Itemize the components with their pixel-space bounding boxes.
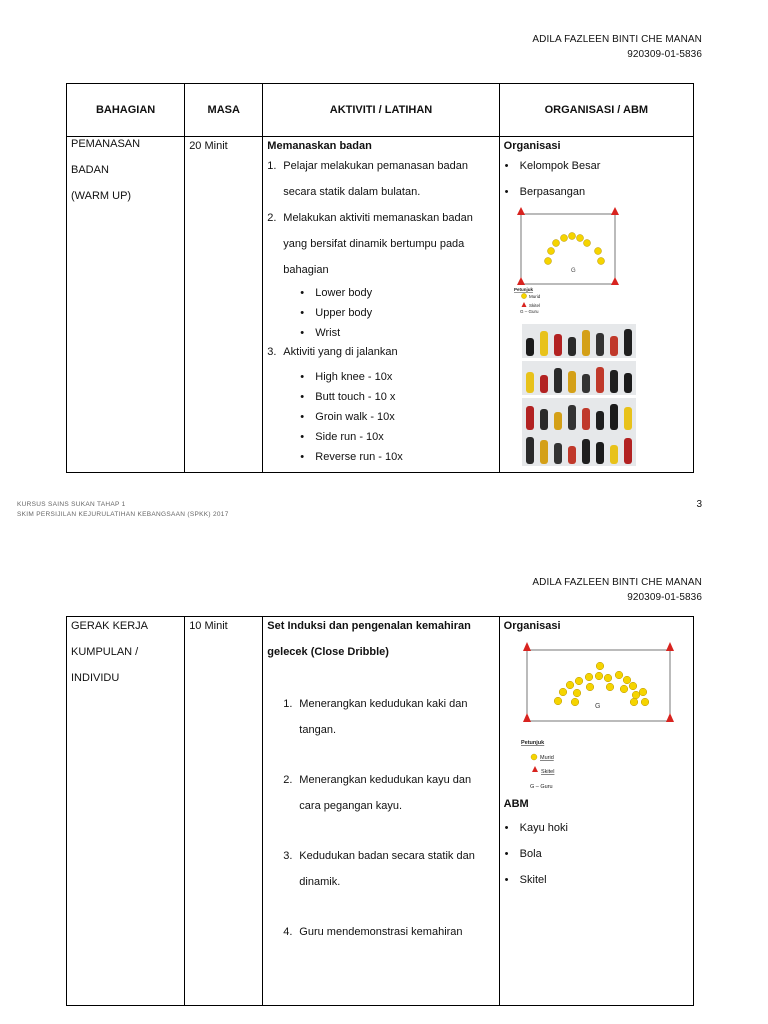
cone-icon — [517, 207, 525, 215]
aktiviti-title: Memanaskan badan — [267, 140, 372, 152]
athlete-figure — [568, 405, 576, 430]
athlete-figure — [624, 407, 632, 430]
athlete-figure — [582, 330, 590, 356]
cone-icon — [666, 713, 674, 722]
list-item: 4. Guru mendemonstrasi kemahiran — [283, 926, 463, 938]
col-masa: MASA — [185, 84, 263, 137]
org-title: Organisasi — [503, 140, 561, 152]
list-item: • Lower body — [267, 283, 494, 303]
bahagian-line: (WARM UP) — [71, 190, 132, 202]
bahagian-line: GERAK KERJA — [71, 620, 149, 632]
list-item: 2. Melakukan aktiviti memanaskan badan yang bersifat dinamik bertumpu pada bahagian — [267, 212, 473, 276]
list-item: • Kelompok Besar — [504, 153, 689, 179]
smiley-icon — [554, 662, 649, 706]
list-item: 1. Pelajar melakukan pemanasan badan secara statik dalam bulatan. — [267, 160, 468, 198]
list-item: • Upper body — [267, 303, 494, 323]
list-item: • Kayu hoki — [504, 815, 689, 841]
list-item: • Groin walk - 10x — [267, 407, 494, 427]
col-organisasi: ORGANISASI / ABM — [499, 84, 693, 137]
athlete-figure — [540, 331, 548, 356]
athlete-figure — [582, 374, 590, 393]
bahagian-cell — [67, 617, 185, 1006]
aktiviti-title: gelecek (Close Dribble) — [267, 646, 389, 658]
masa-cell — [185, 137, 263, 473]
athlete-figure — [582, 439, 590, 464]
aktiviti-cell — [263, 137, 499, 473]
svg-text:Petunjuk: Petunjuk — [521, 740, 545, 746]
cone-icon — [666, 642, 674, 651]
author-id: 920309-01-5836 — [627, 49, 702, 60]
list-item: • Reverse run - 10x — [267, 447, 494, 467]
table-header-row — [67, 84, 694, 137]
masa-cell — [185, 617, 263, 1006]
author-name: ADILA FAZLEEN BINTI CHE MANAN — [532, 577, 702, 588]
list-item: • Berpasangan — [504, 179, 689, 205]
athlete-figure — [554, 443, 562, 464]
list-item: 1. Menerangkan kedudukan kaki dan tangan. — [283, 698, 468, 736]
abm-title: ABM — [503, 798, 529, 810]
masa-value: 20 Minit — [189, 140, 228, 152]
cone-icon — [523, 713, 531, 722]
athlete-figure — [568, 371, 576, 393]
list-item: 3. Kedudukan badan secara statik dan dinamik. — [283, 850, 475, 888]
smiley-icon — [545, 233, 605, 265]
athlete-figure — [568, 337, 576, 356]
list-item: • Wrist — [267, 323, 494, 343]
svg-text:Petunjuk: Petunjuk — [514, 287, 534, 292]
list-item: • Bola — [504, 841, 689, 867]
author-name: ADILA FAZLEEN BINTI CHE MANAN — [532, 34, 702, 45]
cone-icon — [611, 207, 619, 215]
drills-list — [267, 367, 494, 467]
athlete-figure — [568, 446, 576, 464]
bahagian-line: BADAN — [71, 164, 109, 176]
svg-text:Skitel: Skitel — [541, 769, 555, 775]
author-id: 920309-01-5836 — [627, 592, 702, 603]
aktiviti-cell — [263, 617, 499, 1006]
athlete-figure — [526, 338, 534, 356]
abm-list — [504, 815, 689, 893]
page1-header — [532, 32, 702, 62]
cone-icon — [611, 277, 619, 285]
bahagian-line: KUMPULAN / — [71, 646, 139, 658]
bahagian-cell — [67, 137, 185, 473]
cone-icon — [523, 642, 531, 651]
cone-icon — [517, 277, 525, 285]
svg-text:G: G — [595, 703, 601, 710]
athlete-figure — [540, 375, 548, 393]
athlete-figure — [596, 367, 604, 393]
list-item: • High knee - 10x — [267, 367, 494, 387]
athlete-figure — [624, 373, 632, 393]
svg-text:Skitel: Skitel — [529, 303, 541, 308]
svg-text:Murid: Murid — [540, 755, 554, 761]
steps-list — [267, 343, 494, 361]
list-item: • Skitel — [504, 867, 689, 893]
list-item: • Side run - 10x — [267, 427, 494, 447]
steps-list — [267, 153, 494, 283]
aktiviti-title: Set Induksi dan pengenalan kemahiran — [267, 620, 471, 632]
page2-header — [532, 575, 702, 605]
athlete-figure — [596, 411, 604, 430]
athlete-figure — [610, 404, 618, 430]
formation-diagram-1 — [505, 205, 645, 315]
bahagian-line: INDIVIDU — [71, 672, 120, 684]
svg-text:G – Guru: G – Guru — [530, 784, 553, 790]
athlete-figure — [610, 336, 618, 356]
col-aktiviti: AKTIVITI / LATIHAN — [263, 84, 499, 137]
org-list — [504, 153, 689, 205]
athlete-figure — [526, 406, 534, 430]
athlete-figure — [582, 408, 590, 430]
athlete-figure — [526, 437, 534, 464]
footer-scheme: SKIM PERSIJILAN KEJURULATIHAN KEBANGSAAN (SPKK) 2017 — [17, 511, 229, 518]
list-item: 3. Aktiviti yang di jalankan — [267, 346, 398, 358]
athlete-figure — [624, 438, 632, 464]
athlete-figure — [596, 333, 604, 356]
org-title: Organisasi — [503, 620, 561, 632]
svg-text:Murid: Murid — [529, 294, 541, 299]
athlete-figure — [540, 440, 548, 464]
svg-text:G – Guru: G – Guru — [520, 309, 539, 314]
page-footer — [17, 500, 229, 520]
athlete-figure — [610, 370, 618, 393]
page-number: 3 — [696, 499, 702, 510]
formation-diagram-2 — [515, 640, 685, 795]
svg-text:G: G — [571, 268, 576, 274]
list-item: • Butt touch - 10 x — [267, 387, 494, 407]
masa-value: 10 Minit — [189, 620, 228, 632]
athlete-figure — [554, 368, 562, 393]
athlete-figure — [526, 372, 534, 393]
athlete-figure — [610, 445, 618, 464]
col-bahagian: BAHAGIAN — [67, 84, 185, 137]
athlete-figure — [554, 334, 562, 356]
body-parts-list — [267, 283, 494, 343]
athlete-figure — [540, 409, 548, 430]
athlete-figure — [554, 412, 562, 430]
bahagian-line: PEMANASAN — [71, 138, 141, 150]
athlete-figure — [624, 329, 632, 356]
steps-list — [267, 691, 494, 945]
list-item: 2. Menerangkan kedudukan kayu dan cara pegangan kayu. — [283, 774, 472, 812]
athlete-figure — [596, 442, 604, 464]
footer-course: KURSUS SAINS SUKAN TAHAP 1 — [17, 501, 126, 508]
